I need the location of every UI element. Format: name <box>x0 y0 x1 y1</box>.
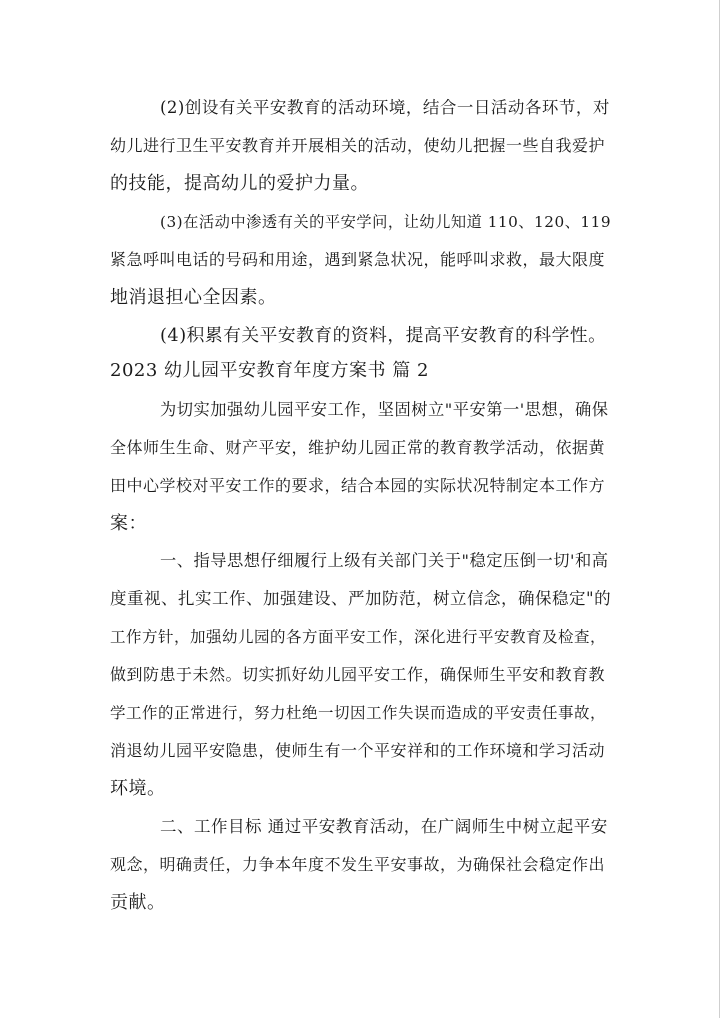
section-1-line-6: 消退幼儿园平安隐患，使师生有一个平安祥和的工作环境和学习活动 <box>110 741 606 760</box>
section-2-line-1: 二、工作目标 通过平安教育活动，在广阔师生中树立起平安 <box>160 817 608 836</box>
section-1-line-4: 做到防患于未然。切实抓好幼儿园平安工作，确保师生平安和教育教 <box>110 665 606 684</box>
paragraph-3-line-1: (3)在活动中渗透有关的平安学问，让幼儿知道 110、120、119 <box>160 213 612 231</box>
paragraph-2-line-3: 的技能，提高幼儿的爱护力量。 <box>110 173 369 194</box>
section-1-line-7: 环境。 <box>110 778 166 799</box>
paragraph-2-line-2: 幼儿进行卫生平安教育并开展相关的活动，使幼儿把握一些自我爱护 <box>110 136 606 155</box>
section-1-line-3: 工作方针，加强幼儿园的各方面平安工作，深化进行平安教育及检查， <box>110 628 607 646</box>
intro-line-3: 田中心学校对平安工作的要求，结合本园的实际状况特制定本工作方 <box>110 476 606 495</box>
section-2-line-2: 观念，明确责任，力争本年度不发生平安事故，为确保社会稳定作出 <box>110 855 606 874</box>
section-1-line-2: 度重视、扎实工作、加强建设、严加防范，树立信念，确保稳定"的 <box>110 589 612 608</box>
intro-line-4: 案： <box>110 513 147 534</box>
section-1-line-1: 一、指导思想仔细履行上级有关部门关于"稳定压倒一切'和高 <box>160 551 609 570</box>
section-heading: 2023 幼儿园平安教育年度方案书 篇 2 <box>110 360 429 381</box>
paragraph-3-line-2: 紧急呼叫电话的号码和用途，遇到紧急状况，能呼叫求救，最大限度 <box>110 250 606 269</box>
section-1-line-5: 学工作的正常进行，努力杜绝一切因工作失误而造成的平安责任事故， <box>110 704 607 722</box>
paragraph-4-line-1: (4)积累有关平安教育的资料，提高平安教育的科学性。 <box>160 326 607 346</box>
section-2-line-3: 贡献。 <box>110 892 166 913</box>
intro-line-1: 为切实加强幼儿园平安工作，坚固树立"平安第一'思想，确保 <box>160 400 609 419</box>
intro-line-2: 全体师生生命、财产平安，维护幼儿园正常的教育教学活动，依据黄 <box>110 438 606 457</box>
paragraph-2-line-1: (2)创设有关平安教育的活动环境，结合一日活动各环节，对 <box>160 98 610 117</box>
paragraph-3-line-3: 地消退担心全因素。 <box>110 287 277 308</box>
